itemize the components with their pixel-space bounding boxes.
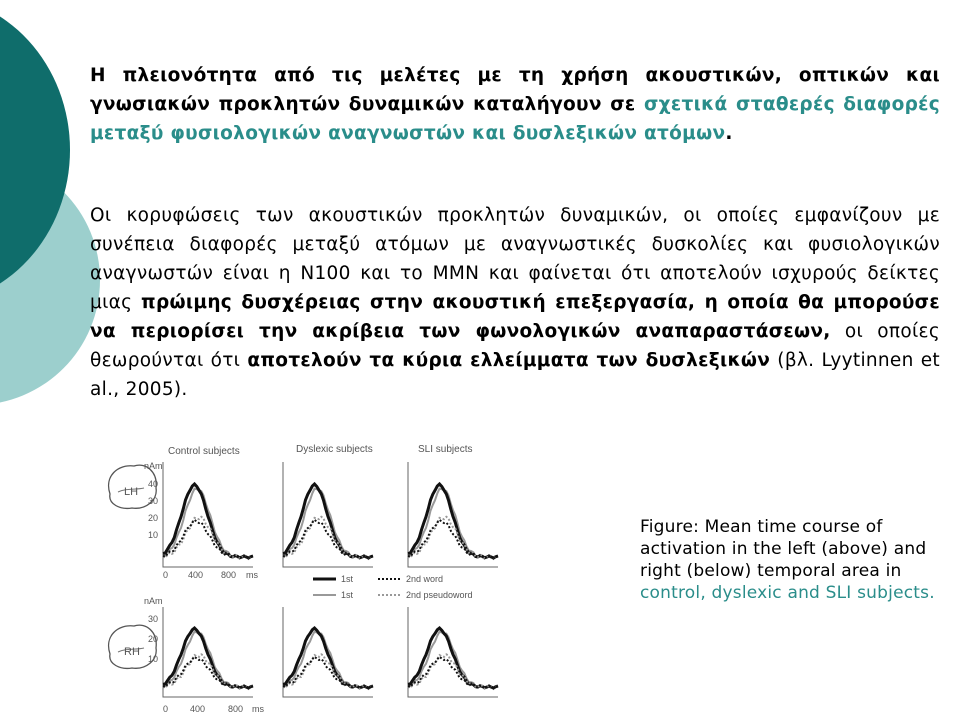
x-tick-top-400: 400: [188, 570, 204, 580]
legend-label-1st-black: 1st: [341, 574, 354, 584]
body-text-1: Οι κορυφώσεις των ακουστικών προκλητών δυναμικών, οι οποίες εμφανίζουν με συνέπεια διαφορές μεταξύ ατόμων με αναγνωστικές δυσκολίες και φυσιολογικών αναγνωστών είναι η Ν100 και το MMN και φαίνεται ότι αποτελούν ισχυρούς δείκτες μιας: [90, 205, 940, 313]
y-tick-top-30: 30: [148, 496, 159, 506]
intro-highlight: σχετικά σταθερές διαφορές μεταξύ φυσιολογικών αναγνωστών και δυσλεξικών ατόμων: [90, 94, 940, 144]
y-tick-bottom-20: 20: [148, 634, 159, 644]
y-tick-bottom-30: 30: [148, 614, 159, 624]
panel-title-control: Control subjects: [168, 446, 240, 457]
y-tick-top-40: 40: [148, 479, 159, 489]
x-tick-top-ms: ms: [246, 570, 258, 580]
legend-label-1st-gray: 1st: [341, 590, 354, 600]
waveform-rh-sli-gray-solid: [408, 632, 498, 689]
x-tick-top-800: 800: [221, 570, 237, 580]
body-text-3: (βλ. Lyytinnen et al., 2005).: [90, 350, 940, 400]
intro-text: Η πλειονότητα από τις μελέτες με τη χρήση ακουστικών, οπτικών και γνωσιακών προκλητών δυναμικών καταλήγουν σε: [90, 65, 940, 115]
legend: [313, 574, 473, 600]
legend-label-2nd-pseudoword: 2nd pseudoword: [406, 590, 473, 600]
caption-highlight: control, dyslexic and SLI subjects.: [640, 583, 935, 603]
activation-figure-svg: [88, 432, 556, 716]
y-unit-top: nAm: [144, 461, 163, 471]
panel-title-sli: SLI subjects: [418, 444, 473, 455]
caption-text: Figure: Mean time course of activation in the left (above) and right (below) temporal area in: [640, 517, 927, 581]
body-text-2: οι οποίες θεωρούνται ότι: [90, 321, 940, 371]
waveform-rh-dyslexic-gray-solid: [283, 632, 373, 689]
x-tick-bottom-ms: ms: [252, 704, 264, 714]
body-paragraph: [90, 201, 940, 404]
x-tick-bottom-0: 0: [163, 704, 169, 714]
body-bold-2: αποτελούν τα κύρια ελλείμματα των δυσλεξικών: [247, 350, 771, 371]
y-unit-bottom: nAm: [144, 596, 163, 606]
y-tick-top-10: 10: [148, 530, 159, 540]
waveform-rh-control-gray-solid: [163, 632, 253, 689]
intro-end: .: [725, 123, 733, 144]
legend-label-2nd-word: 2nd word: [406, 574, 444, 584]
x-tick-bottom-800: 800: [228, 704, 244, 714]
activation-figure: [88, 432, 556, 716]
body-bold-1: πρώιμης δυσχέρειας στην ακουστική επεξεργασία, η οποία θα μπορούσε να περιορίσει την ακρίβεια των φωνολογικών αναπαραστάσεων,: [90, 292, 940, 342]
x-tick-top-0: 0: [163, 570, 169, 580]
hemisphere-rh-label: RH: [124, 646, 140, 658]
y-tick-bottom-10: 10: [148, 654, 159, 664]
panel-title-dyslexic: Dyslexic subjects: [296, 444, 373, 455]
x-tick-bottom-400: 400: [190, 704, 206, 714]
figure-caption: [640, 516, 940, 604]
intro-paragraph: [90, 61, 940, 148]
hemisphere-lh-label: LH: [124, 486, 139, 498]
y-tick-top-20: 20: [148, 513, 159, 523]
